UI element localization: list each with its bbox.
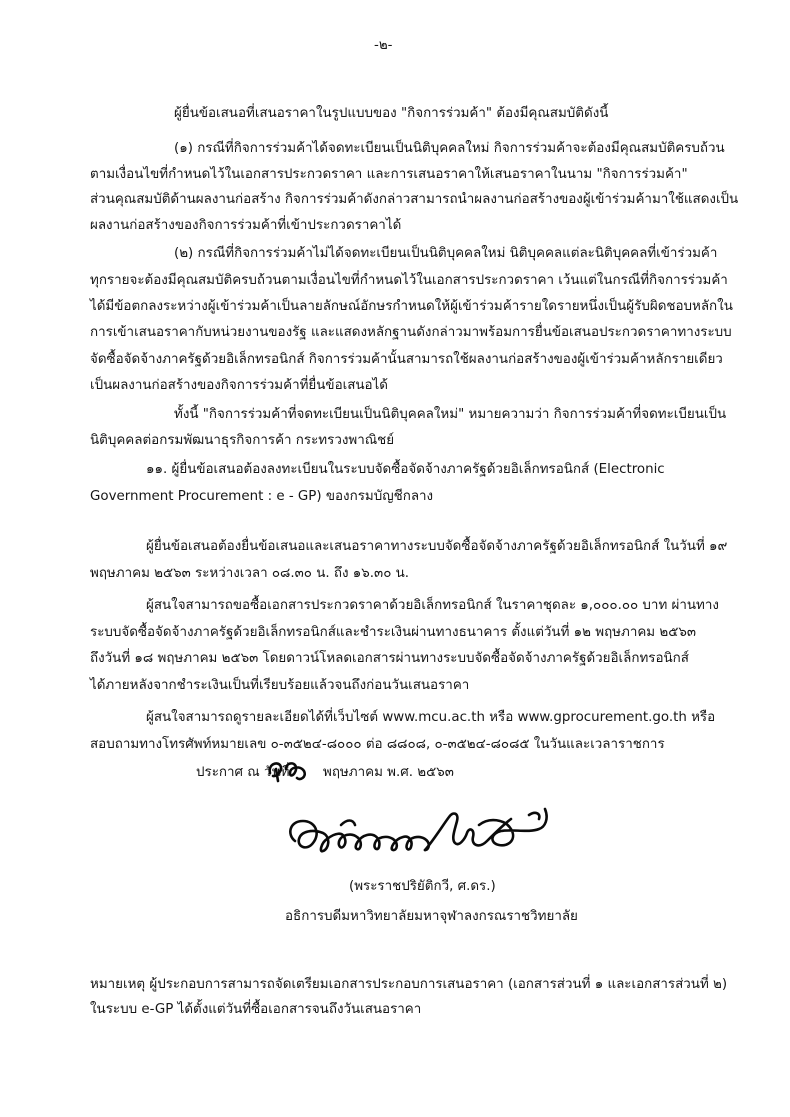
submission-line1: ผู้ยื่นข้อเสนอต้องยื่นข้อเสนอและเสนอราคาทางระบบจัดซื้อจัดจ้างภาครัฐด้วยอิเล็กทรอนิกส์ ในวันที่ ๑๙ [146,539,728,554]
item11-line2: Government Procurement : e - GP) ของกรมบัญชีกลาง [90,489,434,504]
signer-title: อธิการบดีมหาวิทยาลัยมหาจุฬาลงกรณราชวิทยาลัย [285,909,578,924]
joint-venture-intro: ผู้ยื่นข้อเสนอที่เสนอราคาในรูปแบบของ "กิจการร่วมค้า" ต้องมีคุณสมบัติดังนี้ [174,106,609,121]
purchase-line1: ผู้สนใจสามารถขอซื้อเอกสารประกวดราคาด้วยอิเล็กทรอนิกส์ ในราคาชุดละ ๑,๐๐๐.๐๐ บาท ผ่านทาง [146,598,719,613]
jv-item1-line3: ส่วนคุณสมบัติด้านผลงานก่อสร้าง กิจการร่วมค้าดังกล่าวสามารถนำผลงานก่อสร้างของผู้เข้าร่วมค้ามาใช้แสดงเป็น [90,192,739,207]
handwritten-day [264,751,312,785]
note-line1: หมายเหตุ ผู้ประกอบการสามารถจัดเตรียมเอกสารประกอบการเสนอราคา (เอกสารส่วนที่ ๑ และเอกสารส่วนที่ ๒) [90,977,728,992]
note-line2: ในระบบ e-GP ได้ตั้งแต่วันที่ซื้อเอกสารจนถึงวันเสนอราคา [90,1002,422,1017]
jv-item2-line1: (๒) กรณีที่กิจการร่วมค้าไม่ได้จดทะเบียนเป็นนิติบุคคลใหม่ นิติบุคคลแต่ละนิติบุคคลที่เข้าร่วมค้า [174,246,718,261]
jv-definition-line2: นิติบุคคลต่อกรมพัฒนาธุรกิจการค้า กระทรวงพาณิชย์ [90,433,395,448]
item11-line1: ๑๑. ผู้ยื่นข้อเสนอต้องลงทะเบียนในระบบจัดซื้อจัดจ้างภาครัฐด้วยอิเล็กทรอนิกส์ (Electronic [146,462,665,477]
announce-suffix: พฤษภาคม พ.ศ. ๒๕๖๓ [323,765,454,780]
jv-item2-line4: การเข้าเสนอราคากับหน่วยงานของรัฐ และแสดงหลักฐานดังกล่าวมาพร้อมการยื่นข้อเสนอประกวดราคาทางระบบ [90,325,732,340]
jv-item2-line5: จัดซื้อจัดจ้างภาครัฐด้วยอิเล็กทรอนิกส์ กิจการร่วมค้านั้นสามารถใช้ผลงานก่อสร้างของผู้เข้าร่วมค้าหลักรายเดียว [90,352,723,367]
purchase-line2: ระบบจัดซื้อจัดจ้างภาครัฐด้วยอิเล็กทรอนิกส์และชำระเงินผ่านทางธนาคาร ตั้งแต่วันที่ ๑๒ พฤษภาคม ๒๕๖๓ [90,625,697,640]
contact-line1: ผู้สนใจสามารถดูรายละเอียดได้ที่เว็บไซต์ www.mcu.ac.th หรือ www.gprocurement.go.th หรือ [146,710,716,725]
jv-item1-line4: ผลงานก่อสร้างของกิจการร่วมค้าที่เข้าประกวดราคาได้ [90,218,402,233]
announce-prefix: ประกาศ ณ วันที่ [196,765,290,780]
jv-item2-line3: ได้มีข้อตกลงระหว่างผู้เข้าร่วมค้าเป็นลายลักษณ์อักษรกำหนดให้ผู้เข้าร่วมค้ารายใดรายหนึ่งเป็นผู้รับผิดชอบหลักใน [90,299,733,314]
purchase-line3: ถึงวันที่ ๑๘ พฤษภาคม ๒๕๖๓ โดยดาวน์โหลดเอกสารผ่านทางระบบจัดซื้อจัดจ้างภาครัฐด้วยอิเล็กทรอนิกส์ [90,651,689,666]
jv-item2-line2: ทุกรายจะต้องมีคุณสมบัติครบถ้วนตามเงื่อนไขที่กำหนดไว้ในเอกสารประกวดราคา เว้นแต่ในกรณีที่กิจการร่วมค้า [90,273,728,288]
signer-name: (พระราชปริยัติกวี, ศ.ดร.) [349,879,496,894]
jv-item1-line1: (๑) กรณีที่กิจการร่วมค้าได้จดทะเบียนเป็นนิติบุคคลใหม่ กิจการร่วมค้าจะต้องมีคุณสมบัติครบถ้วน [174,141,725,156]
jv-definition-line1: ทั้งนี้ "กิจการร่วมค้าที่จดทะเบียนเป็นนิติบุคคลใหม่" หมายความว่า กิจการร่วมค้าที่จดทะเบียนเป็น [174,407,727,422]
jv-item1-line2: ตามเงื่อนไขที่กำหนดไว้ในเอกสารประกวดราคา และการเสนอราคาให้เสนอราคาในนาม "กิจการร่วมค้า" [90,167,688,182]
page-number: -๒- [374,38,393,53]
signature [283,795,558,857]
purchase-line4: ได้ภายหลังจากชำระเงินเป็นที่เรียบร้อยแล้วจนถึงก่อนวันเสนอราคา [90,678,470,693]
submission-line2: พฤษภาคม ๒๕๖๓ ระหว่างเวลา ๐๘.๓๐ น. ถึง ๑๖.๓๐ น. [90,566,410,581]
jv-item2-line6: เป็นผลงานก่อสร้างของกิจการร่วมค้าที่ยื่นข้อเสนอได้ [90,378,388,393]
contact-line2: สอบถามทางโทรศัพท์หมายเลข ๐-๓๕๒๔-๘๐๐๐ ต่อ ๘๘๐๘, ๐-๓๕๒๔-๘๐๘๕ ในวันและเวลาราชการ [90,737,665,752]
